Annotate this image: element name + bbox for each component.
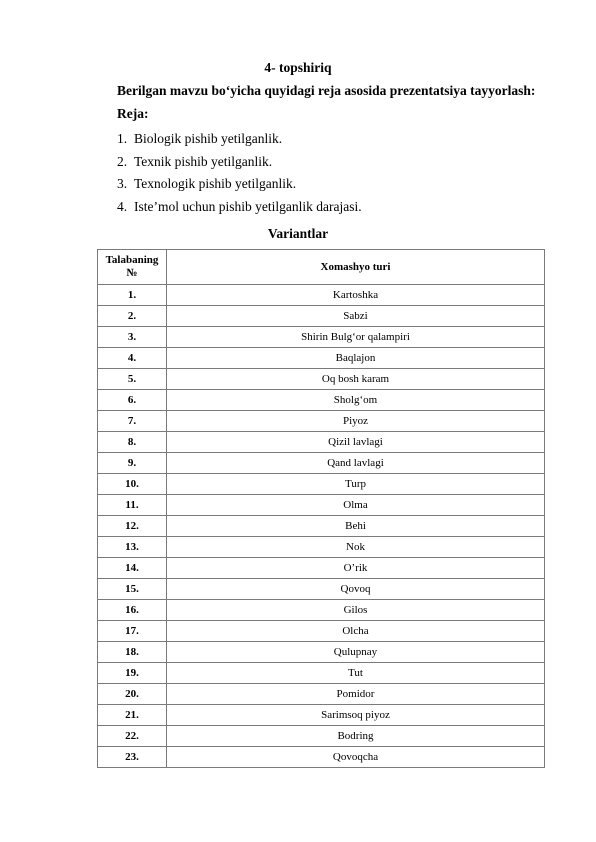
table-row: [98, 684, 545, 705]
table-row: [98, 663, 545, 684]
material-type-cell: Piyoz: [167, 411, 545, 432]
student-number-cell: 11.: [98, 495, 167, 516]
material-type-cell: Olma: [167, 495, 545, 516]
material-type-cell: Qulupnay: [167, 642, 545, 663]
table-row: [98, 306, 545, 327]
task-description: Berilgan mavzu bo‘yicha quyidagi reja asosida prezentatsiya tayyorlash:: [117, 83, 536, 98]
material-type-cell: Olcha: [167, 621, 545, 642]
table-row: [98, 474, 545, 495]
material-type-cell: Sholg‘om: [167, 390, 545, 411]
plan-item: [117, 196, 362, 219]
plan-item: [117, 128, 362, 151]
material-type-cell: Shirin Bulg‘or qalampiri: [167, 327, 545, 348]
table-row: [98, 642, 545, 663]
student-number-cell: 23.: [98, 747, 167, 768]
table-row: [98, 348, 545, 369]
plan-item-text: Iste’mol uchun pishib yetilganlik darajasi.: [134, 199, 362, 215]
table-row: [98, 558, 545, 579]
student-number-cell: 20.: [98, 684, 167, 705]
column-header-student-number-line2: №: [126, 267, 138, 279]
plan-item-number: 1.: [117, 131, 128, 146]
student-number-cell: 19.: [98, 663, 167, 684]
table-row: [98, 579, 545, 600]
plan-list: [117, 128, 362, 219]
material-type-cell: Pomidor: [167, 684, 545, 705]
variants-table: [97, 249, 545, 768]
material-type-cell: Oq bosh karam: [167, 369, 545, 390]
material-type-cell: Nok: [167, 537, 545, 558]
plan-item-text: Texnik pishib yetilganlik.: [134, 153, 273, 169]
material-type-cell: Kartoshka: [167, 285, 545, 306]
table-row: [98, 747, 545, 768]
table-row: [98, 621, 545, 642]
column-header-student-number: [98, 250, 167, 285]
plan-item-number: 2.: [117, 153, 128, 169]
table-row: [98, 411, 545, 432]
student-number-cell: 6.: [98, 390, 167, 411]
material-type-cell: Gilos: [167, 600, 545, 621]
student-number-cell: 16.: [98, 600, 167, 621]
table-row: [98, 390, 545, 411]
material-type-cell: Turp: [167, 474, 545, 495]
student-number-cell: 17.: [98, 621, 167, 642]
plan-item: [117, 173, 362, 196]
variants-heading: Variantlar: [267, 226, 329, 241]
student-number-cell: 8.: [98, 432, 167, 453]
material-type-cell: Qovoq: [167, 579, 545, 600]
student-number-cell: 1.: [98, 285, 167, 306]
student-number-cell: 5.: [98, 369, 167, 390]
student-number-cell: 3.: [98, 327, 167, 348]
student-number-cell: 14.: [98, 558, 167, 579]
plan-item-text: Texnologik pishib yetilganlik.: [134, 176, 297, 192]
plan-item-number: 4.: [117, 199, 128, 215]
plan-item-number: 3.: [117, 176, 128, 192]
student-number-cell: 13.: [98, 537, 167, 558]
table-row: [98, 726, 545, 747]
student-number-cell: 4.: [98, 348, 167, 369]
table-row: [98, 705, 545, 726]
student-number-cell: 21.: [98, 705, 167, 726]
plan-item-text: Biologik pishib yetilganlik.: [134, 131, 283, 146]
table-row: [98, 369, 545, 390]
material-type-cell: Behi: [167, 516, 545, 537]
student-number-cell: 2.: [98, 306, 167, 327]
table-row: [98, 495, 545, 516]
material-type-cell: Tut: [167, 663, 545, 684]
plan-heading: Reja:: [117, 106, 149, 121]
table-row: [98, 285, 545, 306]
student-number-cell: 22.: [98, 726, 167, 747]
table-row: [98, 516, 545, 537]
student-number-cell: 7.: [98, 411, 167, 432]
material-type-cell: Qovoqcha: [167, 747, 545, 768]
table-row: [98, 453, 545, 474]
material-type-cell: Baqlajon: [167, 348, 545, 369]
material-type-cell: O’rik: [167, 558, 545, 579]
student-number-cell: 9.: [98, 453, 167, 474]
material-type-cell: Sarimsoq piyoz: [167, 705, 545, 726]
column-header-material-type: Xomashyo turi: [167, 250, 545, 285]
student-number-cell: 18.: [98, 642, 167, 663]
plan-item: [117, 151, 362, 174]
table-body: [98, 285, 545, 768]
column-header-student-number-line1: Talabaning: [105, 254, 159, 266]
material-type-cell: Sabzi: [167, 306, 545, 327]
material-type-cell: Bodring: [167, 726, 545, 747]
student-number-cell: 15.: [98, 579, 167, 600]
material-type-cell: Qand lavlagi: [167, 453, 545, 474]
table-row: [98, 327, 545, 348]
page-title: 4- topshiriq: [264, 60, 332, 75]
table-row: [98, 537, 545, 558]
table-row: [98, 600, 545, 621]
student-number-cell: 12.: [98, 516, 167, 537]
table-row: [98, 432, 545, 453]
material-type-cell: Qizil lavlagi: [167, 432, 545, 453]
table-header-row: [98, 250, 545, 285]
student-number-cell: 10.: [98, 474, 167, 495]
